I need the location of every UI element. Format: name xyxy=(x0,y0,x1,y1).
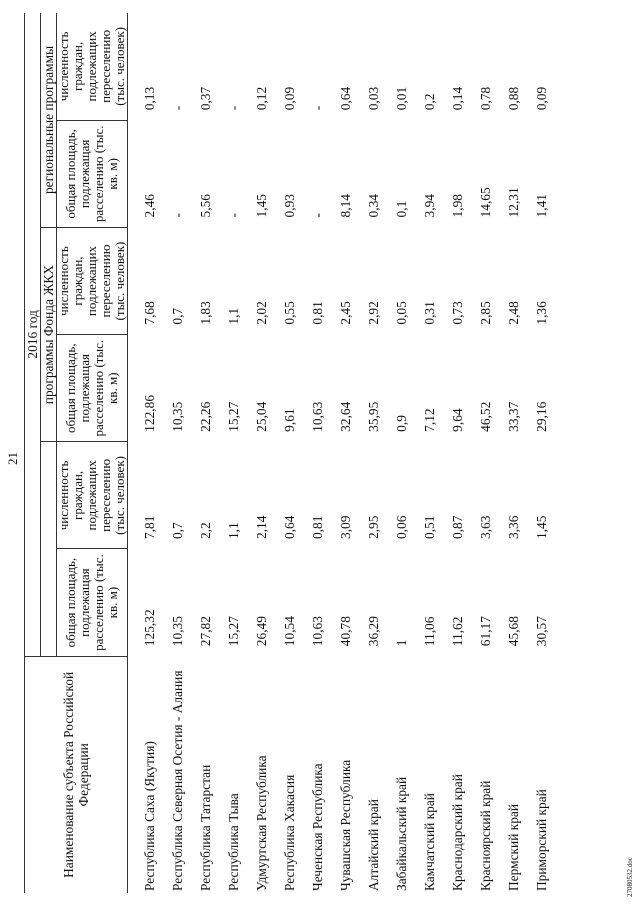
cell-total-area: 15,27 xyxy=(226,616,242,647)
cell-fund-people: 2,48 xyxy=(506,301,522,325)
cell-regional-people: 0,09 xyxy=(282,86,298,111)
cell-fund-area: 29,16 xyxy=(534,401,550,432)
header-total-people: численность граждан, подлежащих переселению (тыс. человек) xyxy=(57,442,128,549)
header-subject-name: Наименование субъекта Российской Федерации xyxy=(61,671,92,878)
cell-regional-area: 1,98 xyxy=(450,194,466,218)
table-body xyxy=(128,13,561,893)
cell-fund-people: 0,73 xyxy=(450,301,466,325)
cell-regional-area: 5,56 xyxy=(198,194,214,218)
cell-regional-people: - xyxy=(170,105,186,111)
cell-total-area: 61,17 xyxy=(478,616,494,647)
table-row xyxy=(336,13,364,893)
cell-regional-area: 3,94 xyxy=(422,194,438,218)
cell-regional-area: 2,46 xyxy=(142,194,158,218)
cell-total-area: 11,06 xyxy=(422,616,438,647)
cell-regional-area: - xyxy=(170,212,186,218)
page-number: 21 xyxy=(5,452,20,465)
cell-fund-people: 0,7 xyxy=(170,307,186,325)
cell-fund-area: 32,64 xyxy=(338,401,354,432)
cell-fund-people: 2,92 xyxy=(366,301,382,325)
cell-regional-area: 0,34 xyxy=(366,194,382,218)
cell-regional-people: 0,01 xyxy=(394,86,410,111)
table-row xyxy=(392,13,420,893)
table-row xyxy=(308,13,336,893)
cell-total-people: 0,06 xyxy=(394,515,410,539)
header-total-area: общая площадь, подлежащая расселению (тыс. кв. м) xyxy=(57,549,128,656)
cell-fund-area: 46,52 xyxy=(478,401,494,432)
cell-regional-people: 0,13 xyxy=(142,86,158,111)
header-fund-area: общая площадь, подлежащая расселению (тыс. кв. м) xyxy=(57,335,128,442)
table-header xyxy=(25,13,128,893)
row-subject-name: Забайкальский край xyxy=(394,776,410,891)
table-row xyxy=(476,13,504,893)
cell-fund-people: 0,05 xyxy=(394,301,410,325)
table-row xyxy=(196,13,224,893)
header-regional-area: общая площадь, подлежащая расселению (тыс. кв. м) xyxy=(57,120,128,227)
cell-regional-area: 1,45 xyxy=(254,194,270,218)
row-subject-name: Республика Саха (Якутия) xyxy=(142,741,158,891)
cell-total-people: 0,64 xyxy=(282,515,298,539)
row-subject-name: Чувашская Республика xyxy=(338,759,354,891)
cell-regional-people: 0,2 xyxy=(422,93,438,111)
cell-total-area: 1 xyxy=(394,639,410,647)
cell-fund-people: 0,81 xyxy=(310,301,326,325)
cell-regional-area: - xyxy=(226,212,242,218)
cell-fund-area: 33,37 xyxy=(506,401,522,432)
header-group-regional: региональные программы xyxy=(41,13,57,227)
cell-regional-area: 8,14 xyxy=(338,194,354,218)
cell-fund-area: 9,61 xyxy=(282,408,298,432)
cell-regional-area: 1,41 xyxy=(534,194,550,218)
cell-total-area: 10,63 xyxy=(310,616,326,647)
cell-regional-people: 0,78 xyxy=(478,86,494,111)
cell-total-people: 7,81 xyxy=(142,515,158,539)
cell-total-area: 30,57 xyxy=(534,616,550,647)
cell-regional-people: - xyxy=(310,105,326,111)
cell-fund-people: 0,31 xyxy=(422,301,438,325)
cell-total-area: 10,35 xyxy=(170,616,186,647)
table-row xyxy=(448,13,476,893)
table-row xyxy=(168,13,196,893)
header-group-total xyxy=(41,442,57,656)
cell-fund-people: 7,68 xyxy=(142,301,158,325)
cell-total-area: 36,29 xyxy=(366,616,382,647)
cell-total-people: 1,45 xyxy=(534,515,550,539)
cell-regional-people: 0,14 xyxy=(450,86,466,111)
cell-regional-area: 12,31 xyxy=(506,187,522,218)
cell-fund-area: 10,35 xyxy=(170,401,186,432)
cell-total-area: 27,82 xyxy=(198,616,214,647)
cell-fund-area: 25,04 xyxy=(254,401,270,432)
header-year: 2016 год xyxy=(25,13,41,656)
cell-fund-area: 35,95 xyxy=(366,401,382,432)
cell-total-people: 0,7 xyxy=(170,522,186,539)
cell-regional-area: 0,93 xyxy=(282,194,298,218)
table-row xyxy=(140,13,168,893)
cell-regional-people: 0,09 xyxy=(534,86,550,111)
cell-total-people: 2,2 xyxy=(198,522,214,539)
cell-total-area: 26,49 xyxy=(254,616,270,647)
cell-fund-area: 0,9 xyxy=(394,415,410,432)
cell-total-area: 10,54 xyxy=(282,616,298,647)
cell-regional-people: 0,64 xyxy=(338,86,354,111)
cell-regional-people: 0,12 xyxy=(254,86,270,111)
cell-fund-area: 15,27 xyxy=(226,401,242,432)
cell-regional-people: - xyxy=(226,105,242,111)
cell-fund-people: 2,85 xyxy=(478,301,494,325)
cell-total-people: 3,09 xyxy=(338,515,354,539)
cell-fund-people: 2,02 xyxy=(254,301,270,325)
table-row xyxy=(420,13,448,893)
row-subject-name: Красноярский край xyxy=(478,780,494,891)
header-fund-people: численность граждан, подлежащих переселению (тыс. человек) xyxy=(57,227,128,334)
cell-total-people: 3,63 xyxy=(478,515,494,539)
cell-fund-area: 10,63 xyxy=(310,401,326,432)
cell-total-people: 3,36 xyxy=(506,515,522,539)
cell-fund-people: 1,83 xyxy=(198,301,214,325)
cell-fund-area: 7,12 xyxy=(422,408,438,432)
table-row xyxy=(280,13,308,893)
cell-fund-people: 0,55 xyxy=(282,301,298,325)
table-row xyxy=(364,13,392,893)
cell-total-people: 2,95 xyxy=(366,515,382,539)
cell-total-people: 0,87 xyxy=(450,515,466,539)
cell-total-people: 2,14 xyxy=(254,515,270,539)
header-group-fund: программы Фонда ЖКХ xyxy=(41,227,57,441)
cell-total-area: 125,32 xyxy=(142,609,158,647)
cell-fund-area: 122,86 xyxy=(142,394,158,432)
cell-total-area: 11,62 xyxy=(450,616,466,647)
cell-total-people: 0,51 xyxy=(422,515,438,539)
cell-regional-people: 0,03 xyxy=(366,86,382,111)
table-row xyxy=(252,13,280,893)
resettlement-table xyxy=(24,13,560,893)
row-subject-name: Удмуртская Республика xyxy=(254,755,270,891)
cell-regional-people: 0,37 xyxy=(198,86,214,111)
cell-total-people: 1,1 xyxy=(226,522,242,539)
row-subject-name: Республика Татарстан xyxy=(198,764,214,891)
cell-total-area: 40,78 xyxy=(338,616,354,647)
cell-total-area: 45,68 xyxy=(506,616,522,647)
row-subject-name: Республика Тыва xyxy=(226,793,242,891)
table-row xyxy=(532,13,560,893)
cell-fund-people: 1,1 xyxy=(226,307,242,325)
row-subject-name: Пермский край xyxy=(506,803,522,891)
row-subject-name: Камчатский край xyxy=(422,793,438,891)
row-subject-name: Краснодарский край xyxy=(450,774,466,891)
row-subject-name: Приморский край xyxy=(534,789,550,891)
cell-fund-people: 1,36 xyxy=(534,301,550,325)
row-subject-name: Республика Хакасия xyxy=(282,774,298,891)
cell-total-people: 0,81 xyxy=(310,515,326,539)
cell-fund-people: 2,45 xyxy=(338,301,354,325)
table-row xyxy=(504,13,532,893)
row-subject-name: Чеченская Республика xyxy=(310,763,326,891)
cell-regional-area: - xyxy=(310,212,326,218)
cell-regional-area: 14,65 xyxy=(478,187,494,218)
cell-regional-people: 0,88 xyxy=(506,86,522,111)
header-regional-people: численность граждан, подлежащих переселению (тыс. человек) xyxy=(57,13,128,120)
cell-fund-area: 9,64 xyxy=(450,408,466,432)
row-subject-name: Республика Северная Осетия - Алания xyxy=(170,670,186,891)
cell-regional-area: 0,1 xyxy=(394,200,410,218)
cell-fund-area: 22,26 xyxy=(198,401,214,432)
document-id: 27080532.doc xyxy=(626,857,634,897)
table-row xyxy=(224,13,252,893)
row-subject-name: Алтайский край xyxy=(366,799,382,891)
